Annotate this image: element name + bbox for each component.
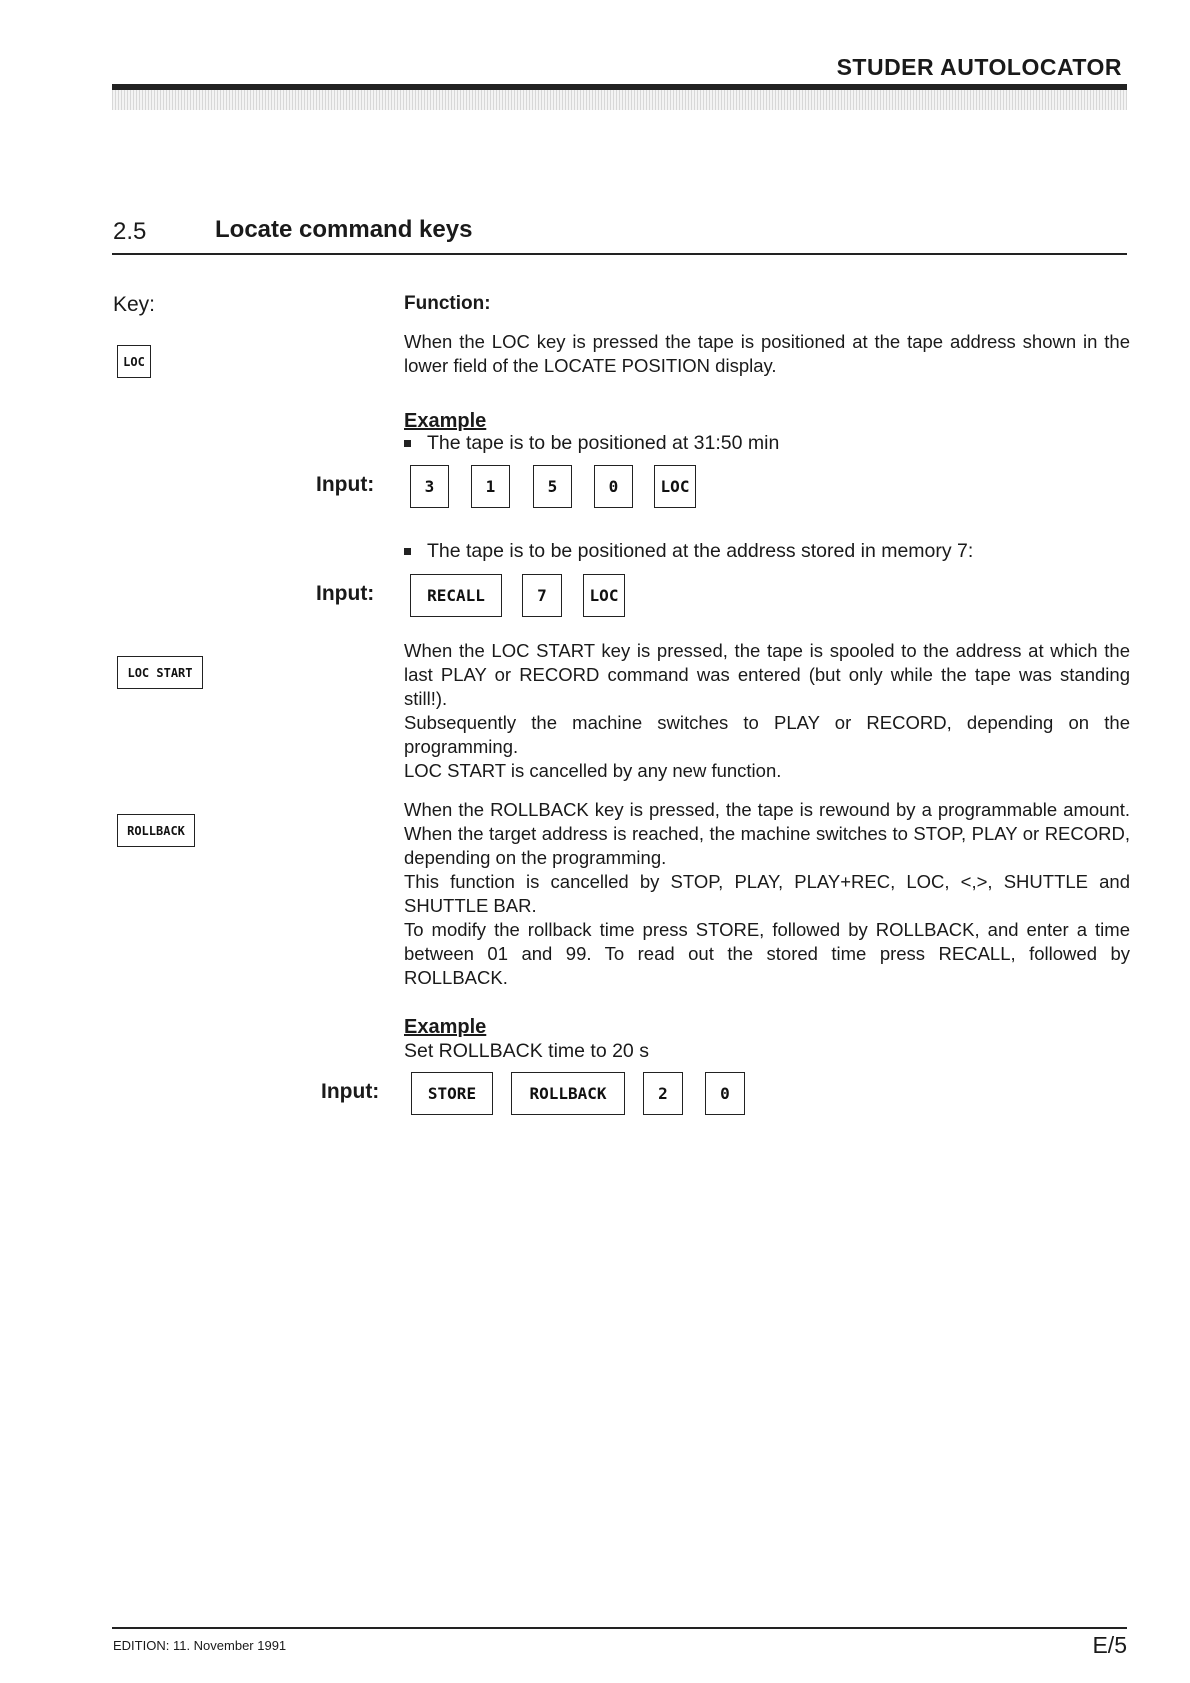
key-0: 0 <box>705 1072 745 1115</box>
loc-example-1: The tape is to be positioned at 31:50 min <box>404 432 779 455</box>
input-label: Input: <box>316 582 375 605</box>
key-loc: LOC <box>583 574 625 617</box>
loc-description: When the LOC key is pressed the tape is positioned at the tape address shown in the lower field of the LOCATE POSITION display. <box>404 331 1130 376</box>
rollback-key: ROLLBACK <box>117 814 195 847</box>
rollback-description: When the ROLLBACK key is pressed, the tape is rewound by a programmable amount. When the target address is reached, the machine switches to STOP, PLAY or RECORD, depending on the programming. This function is cancelled by STOP, PLAY, PLAY+REC, LOC, <,>, SHUTTLE and SHUTTLE BAR. To modify the rollback time press STORE, followed by ROLLBACK, and enter a time between 01 and 99. To read out the stored time press RECALL, followed by ROLLBACK. <box>404 799 1130 988</box>
loc-start-key: LOC START <box>117 656 203 689</box>
loc-start-description: When the LOC START key is pressed, the tape is spooled to the address at which the last PLAY or RECORD command was entered (but only while the tape was standing still!). Subsequently the machine switches to PLAY or RECORD, depending on the programming. LOC START is cancelled by any new function. <box>404 640 1130 781</box>
section-rule <box>112 253 1127 255</box>
rollback-example-heading: Example <box>404 1016 487 1038</box>
footer-rule <box>112 1627 1127 1629</box>
loc-key: LOC <box>117 345 151 378</box>
section-number: 2.5 <box>113 218 147 245</box>
key-column-label: Key: <box>113 293 156 316</box>
key-5: 5 <box>533 465 572 508</box>
key-recall: RECALL <box>410 574 502 617</box>
rollback-example-text: Set ROLLBACK time to 20 s <box>404 1040 649 1062</box>
bullet-icon <box>404 548 411 555</box>
key-3: 3 <box>410 465 449 508</box>
key-store: STORE <box>411 1072 493 1115</box>
key-7: 7 <box>522 574 562 617</box>
function-column-label: Function: <box>404 293 491 314</box>
key-loc: LOC <box>654 465 696 508</box>
bullet-icon <box>404 440 411 447</box>
key-0: 0 <box>594 465 633 508</box>
key-1: 1 <box>471 465 510 508</box>
section-title: Locate command keys <box>215 216 473 243</box>
loc-example-heading: Example <box>404 410 487 432</box>
input-label: Input: <box>316 473 375 496</box>
key-rollback: ROLLBACK <box>511 1072 625 1115</box>
header-title: STUDER AUTOLOCATOR <box>836 54 1122 80</box>
loc-example-2: The tape is to be positioned at the address stored in memory 7: <box>404 540 973 563</box>
key-2: 2 <box>643 1072 683 1115</box>
input-label: Input: <box>321 1080 380 1103</box>
footer-edition: EDITION: 11. November 1991 <box>113 1638 287 1653</box>
header-bar <box>112 84 1127 110</box>
page-number: E/5 <box>1092 1632 1127 1658</box>
